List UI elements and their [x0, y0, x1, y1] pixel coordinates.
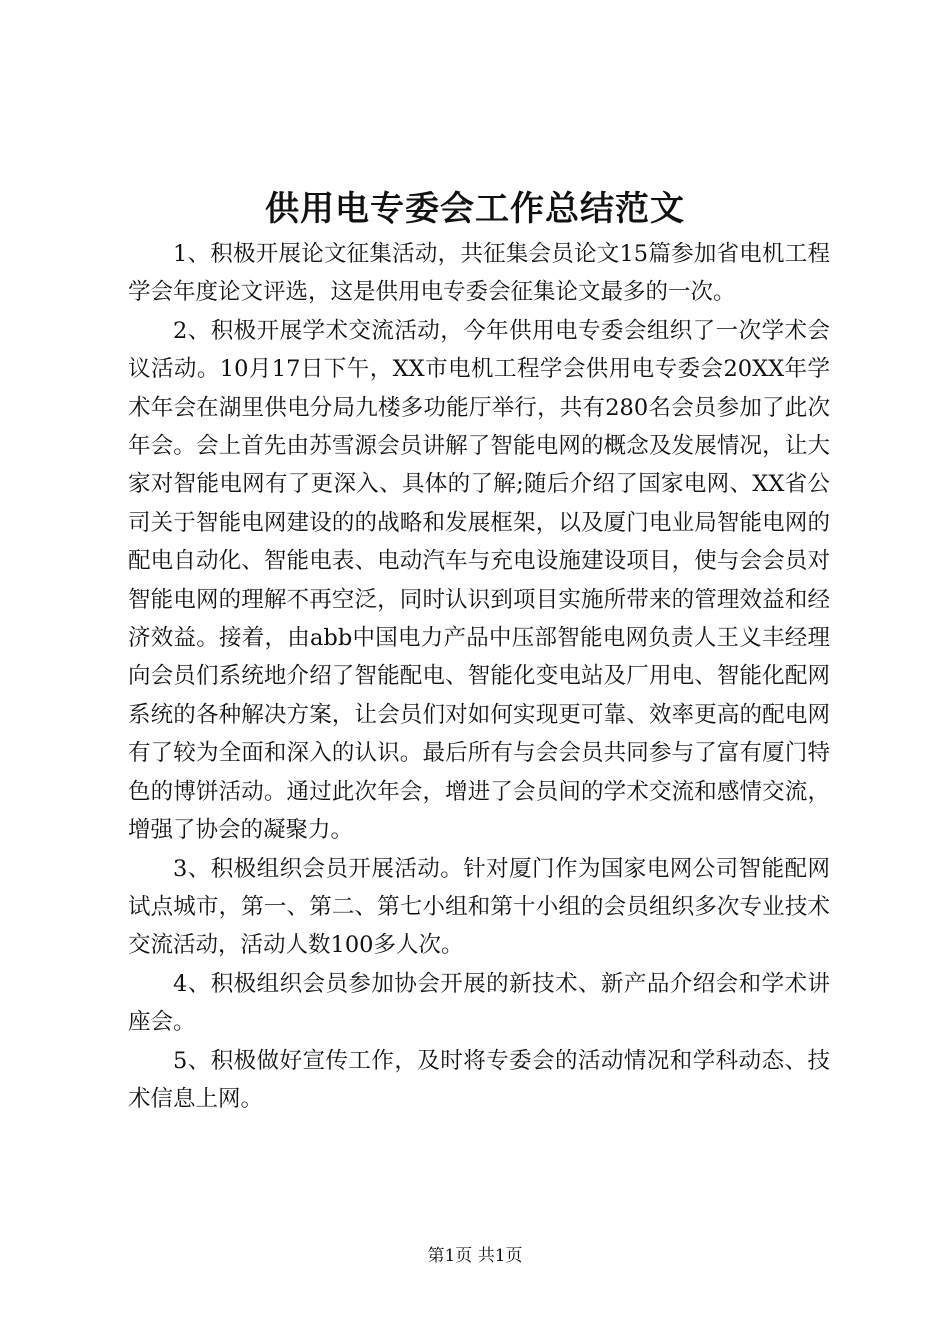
paragraph-5: 5、积极做好宣传工作，及时将专委会的活动情况和学科动态、技术信息上网。 [128, 1047, 830, 1112]
paragraph-1: 1、积极开展论文征集活动，共征集会员论文15篇参加省电机工程学会年度论文评选，这是供用电专委会征集论文最多的一次。 [128, 241, 830, 306]
paragraph-4: 4、积极组织会员参加协会开展的新技术、新产品介绍会和学术讲座会。 [128, 970, 830, 1036]
paragraph-3: 3、积极组织会员开展活动。针对厦门作为国家电网公司智能配网试点城市，第一、第二、第七小组和第十小组的会员组织多次专业技术交流活动，活动人数100多人次。 [128, 855, 830, 959]
page-number-footer: 第1页 共1页 [427, 1246, 523, 1266]
document-body [128, 235, 830, 1118]
paragraph-2: 2、积极开展学术交流活动，今年供用电专委会组织了一次学术会议活动。10月17日下午，XX市电机工程学会供用电专委会20XX年学术年会在湖里供电分局九楼多功能厅举行，共有280名会员参加了此次年会。会上首先由苏雪源会员讲解了智能电网的概念及发展情况，让大家对智能电网有了更深入、具体的了解;随后介绍了国家电网、XX省公司关于智能电网建设的的战略和发展框架，以及厦门电业局智能电网的配电自动化、智能电表、电动汽车与充电设施建设项目，使与会会员对智能电网的理解不再空泛，同时认识到项目实施所带来的管理效益和经济效益。接着，由abb中国电力产品中压部智能电网负责人王义丰经理向会员们系统地介绍了智能配电、智能化变电站及厂用电、智能化配网系统的各种解决方案，让会员们对如何实现更可靠、效率更高的配电网有了较为全面和深入的认识。最后所有与会会员共同参与了富有厦门特色的博饼活动。通过此次年会，增进了会员间的学术交流和感情交流，增强了协会的凝聚力。 [128, 317, 830, 844]
document-title: 供用电专委会工作总结范文 [265, 189, 685, 229]
